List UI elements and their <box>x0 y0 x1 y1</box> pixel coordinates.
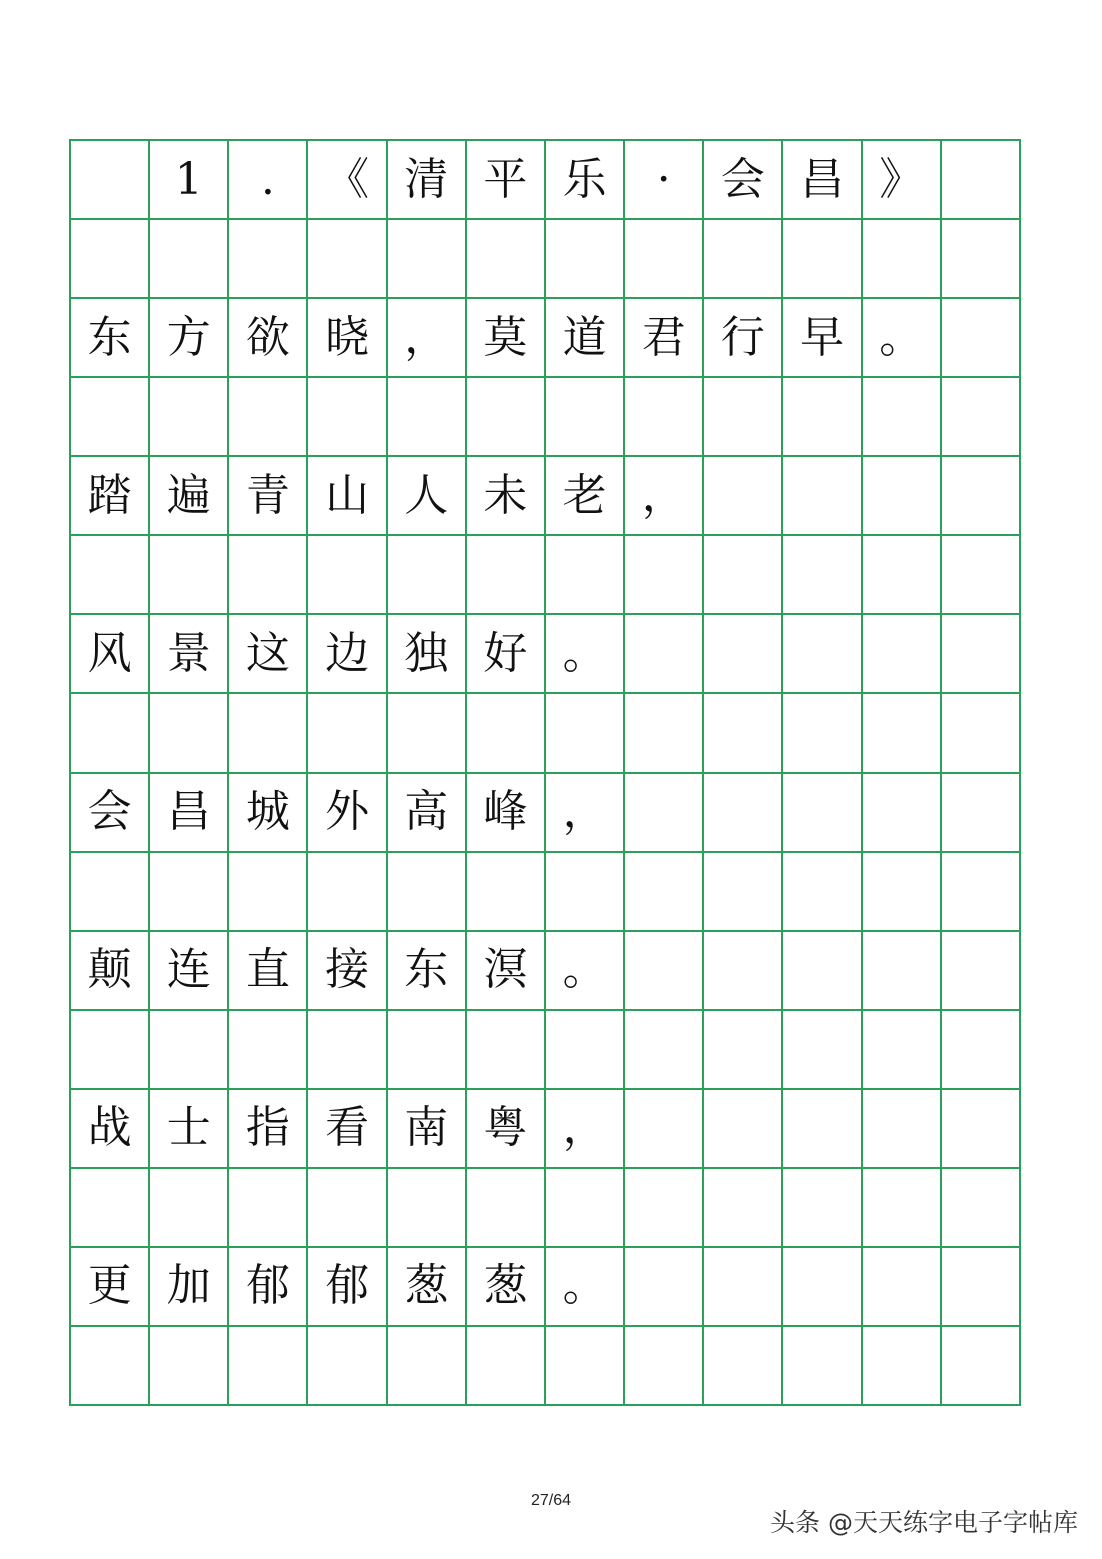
grid-cell <box>229 536 308 615</box>
grid-cell <box>546 853 625 932</box>
grid-cell <box>942 457 1021 536</box>
grid-cell <box>467 378 546 457</box>
grid-cell <box>863 774 942 853</box>
grid-cell <box>229 853 308 932</box>
grid-cell: 郁 <box>308 1248 387 1327</box>
grid-cell: 。 <box>546 932 625 1011</box>
grid-cell <box>546 1011 625 1090</box>
grid-cell: 郁 <box>229 1248 308 1327</box>
grid-cell <box>150 1169 229 1248</box>
grid-cell: 指 <box>229 1090 308 1169</box>
grid-cell: 君 <box>625 299 704 378</box>
grid-cell: 外 <box>308 774 387 853</box>
grid-cell: 边 <box>308 615 387 694</box>
grid-cell <box>783 536 862 615</box>
grid-cell <box>388 536 467 615</box>
grid-cell <box>942 615 1021 694</box>
grid-cell <box>942 378 1021 457</box>
grid-cell <box>863 1327 942 1406</box>
grid-cell: 战 <box>71 1090 150 1169</box>
grid-cell <box>71 378 150 457</box>
grid-cell: 士 <box>150 1090 229 1169</box>
grid-cell <box>150 853 229 932</box>
grid-cell: ， <box>388 299 467 378</box>
grid-cell: 景 <box>150 615 229 694</box>
grid-cell: 会 <box>71 774 150 853</box>
grid-cell: 昌 <box>150 774 229 853</box>
grid-cell <box>388 378 467 457</box>
grid-cell <box>942 1011 1021 1090</box>
grid-cell: 平 <box>467 141 546 220</box>
grid-cell <box>783 378 862 457</box>
grid-cell <box>388 1011 467 1090</box>
grid-cell <box>863 1090 942 1169</box>
grid-cell <box>863 932 942 1011</box>
grid-cell: 连 <box>150 932 229 1011</box>
grid-cell: 高 <box>388 774 467 853</box>
grid-cell <box>942 141 1021 220</box>
grid-cell <box>467 694 546 773</box>
grid-cell <box>942 299 1021 378</box>
grid-cell: 好 <box>467 615 546 694</box>
grid-cell <box>625 1169 704 1248</box>
grid-cell <box>942 1090 1021 1169</box>
grid-cell <box>863 378 942 457</box>
grid-cell <box>71 220 150 299</box>
grid-cell <box>783 1248 862 1327</box>
grid-cell: 。 <box>863 299 942 378</box>
grid-cell <box>863 536 942 615</box>
grid-cell: 直 <box>229 932 308 1011</box>
grid-cell <box>625 1090 704 1169</box>
grid-cell <box>546 536 625 615</box>
grid-cell: 加 <box>150 1248 229 1327</box>
grid-cell: 颠 <box>71 932 150 1011</box>
grid-cell <box>783 1169 862 1248</box>
grid-cell <box>467 1169 546 1248</box>
grid-cell <box>625 378 704 457</box>
grid-cell: 早 <box>783 299 862 378</box>
grid-cell <box>942 1327 1021 1406</box>
grid-cell <box>625 1248 704 1327</box>
grid-cell <box>704 536 783 615</box>
grid-cell <box>546 1169 625 1248</box>
grid-cell <box>546 220 625 299</box>
grid-cell: 独 <box>388 615 467 694</box>
page-number: 27/64 <box>530 1492 572 1509</box>
grid-cell: 踏 <box>71 457 150 536</box>
grid-cell <box>863 615 942 694</box>
grid-cell <box>704 1248 783 1327</box>
grid-cell <box>150 1327 229 1406</box>
grid-cell <box>704 1327 783 1406</box>
grid-cell <box>625 853 704 932</box>
grid-cell: 城 <box>229 774 308 853</box>
grid-cell <box>308 220 387 299</box>
grid-cell <box>150 1011 229 1090</box>
grid-cell: 昌 <box>783 141 862 220</box>
grid-cell <box>229 1327 308 1406</box>
grid-cell <box>229 378 308 457</box>
grid-cell: ， <box>546 1090 625 1169</box>
grid-cell: 峰 <box>467 774 546 853</box>
grid-cell <box>308 1327 387 1406</box>
watermark: 头条 @天天练字电子字帖库 <box>770 1508 1078 1537</box>
grid-cell <box>704 615 783 694</box>
grid-cell <box>625 536 704 615</box>
grid-cell: 老 <box>546 457 625 536</box>
grid-cell <box>783 615 862 694</box>
grid-cell <box>308 694 387 773</box>
grid-cell: 道 <box>546 299 625 378</box>
grid-cell <box>704 694 783 773</box>
grid-cell <box>467 536 546 615</box>
grid-cell: 欲 <box>229 299 308 378</box>
grid-cell <box>704 1090 783 1169</box>
grid-cell <box>783 1090 862 1169</box>
grid-cell <box>229 1011 308 1090</box>
grid-cell <box>467 1327 546 1406</box>
grid-cell: 东 <box>71 299 150 378</box>
grid-cell <box>704 457 783 536</box>
grid-cell <box>229 1169 308 1248</box>
grid-cell: 粤 <box>467 1090 546 1169</box>
grid-cell <box>863 457 942 536</box>
grid-cell <box>546 378 625 457</box>
grid-cell <box>229 694 308 773</box>
grid-cell <box>388 1169 467 1248</box>
grid-cell: 更 <box>71 1248 150 1327</box>
grid-cell: 东 <box>388 932 467 1011</box>
grid-cell <box>704 774 783 853</box>
grid-cell: 这 <box>229 615 308 694</box>
grid-cell <box>308 1011 387 1090</box>
grid-cell: 会 <box>704 141 783 220</box>
grid-cell <box>783 932 862 1011</box>
grid-cell: 南 <box>388 1090 467 1169</box>
grid-cell <box>467 220 546 299</box>
grid-cell <box>863 694 942 773</box>
grid-cell <box>625 694 704 773</box>
grid-cell <box>546 694 625 773</box>
grid-cell <box>71 536 150 615</box>
grid-cell <box>625 220 704 299</box>
grid-cell <box>942 853 1021 932</box>
grid-cell: 溟 <box>467 932 546 1011</box>
grid-cell: 山 <box>308 457 387 536</box>
grid-cell: ， <box>546 774 625 853</box>
grid-cell <box>863 1169 942 1248</box>
grid-cell <box>625 774 704 853</box>
grid-cell <box>308 853 387 932</box>
grid-cell <box>388 694 467 773</box>
grid-cell <box>229 220 308 299</box>
grid-cell: 青 <box>229 457 308 536</box>
grid-cell <box>942 220 1021 299</box>
grid-cell: · <box>625 141 704 220</box>
grid-cell <box>467 853 546 932</box>
grid-cell <box>71 1169 150 1248</box>
grid-cell <box>308 536 387 615</box>
grid-cell: 。 <box>546 615 625 694</box>
grid-cell <box>388 220 467 299</box>
grid-cell <box>783 220 862 299</box>
grid-cell <box>863 1011 942 1090</box>
grid-cell: ， <box>625 457 704 536</box>
grid-cell: 清 <box>388 141 467 220</box>
grid-cell: 1 <box>150 141 229 220</box>
calligraphy-practice-grid <box>69 139 1021 1406</box>
grid-cell: 人 <box>388 457 467 536</box>
grid-cell <box>150 378 229 457</box>
grid-cell <box>388 853 467 932</box>
grid-cell <box>942 1169 1021 1248</box>
grid-cell <box>704 932 783 1011</box>
grid-cell: 莫 <box>467 299 546 378</box>
grid-cell: 方 <box>150 299 229 378</box>
grid-cell <box>150 220 229 299</box>
grid-cell <box>704 378 783 457</box>
grid-cell: 葱 <box>467 1248 546 1327</box>
grid-cell: . <box>229 141 308 220</box>
grid-cell <box>863 1248 942 1327</box>
grid-cell <box>704 220 783 299</box>
grid-cell <box>942 536 1021 615</box>
grid-cell <box>942 774 1021 853</box>
grid-cell <box>467 1011 546 1090</box>
grid-cell <box>625 1327 704 1406</box>
grid-cell <box>71 141 150 220</box>
grid-cell <box>783 694 862 773</box>
grid-cell <box>71 694 150 773</box>
grid-cell: 遍 <box>150 457 229 536</box>
grid-cell <box>783 457 862 536</box>
grid-cell <box>863 220 942 299</box>
grid-cell <box>704 1169 783 1248</box>
grid-cell <box>388 1327 467 1406</box>
grid-cell <box>71 1011 150 1090</box>
grid-cell: 。 <box>546 1248 625 1327</box>
grid-cell <box>704 1011 783 1090</box>
grid-cell: 晓 <box>308 299 387 378</box>
grid-cell <box>308 1169 387 1248</box>
grid-cell <box>150 694 229 773</box>
grid-cell <box>150 536 229 615</box>
grid-cell: 乐 <box>546 141 625 220</box>
grid-cell <box>942 694 1021 773</box>
grid-cell <box>625 1011 704 1090</box>
grid-cell <box>783 1011 862 1090</box>
grid-cell <box>71 1327 150 1406</box>
grid-cell: 风 <box>71 615 150 694</box>
grid-cell: 葱 <box>388 1248 467 1327</box>
grid-cell <box>783 774 862 853</box>
grid-cell <box>546 1327 625 1406</box>
grid-cell: 看 <box>308 1090 387 1169</box>
grid-cell: 行 <box>704 299 783 378</box>
grid-cell: 接 <box>308 932 387 1011</box>
grid-cell <box>863 853 942 932</box>
grid-cell <box>625 932 704 1011</box>
grid-cell <box>625 615 704 694</box>
grid-cell <box>942 932 1021 1011</box>
grid-cell: 未 <box>467 457 546 536</box>
grid-cell <box>71 853 150 932</box>
grid-cell: 《 <box>308 141 387 220</box>
grid-cell <box>783 853 862 932</box>
grid-cell <box>308 378 387 457</box>
grid-cell <box>783 1327 862 1406</box>
grid-cell <box>942 1248 1021 1327</box>
grid-cell <box>704 853 783 932</box>
grid-cell: 》 <box>863 141 942 220</box>
